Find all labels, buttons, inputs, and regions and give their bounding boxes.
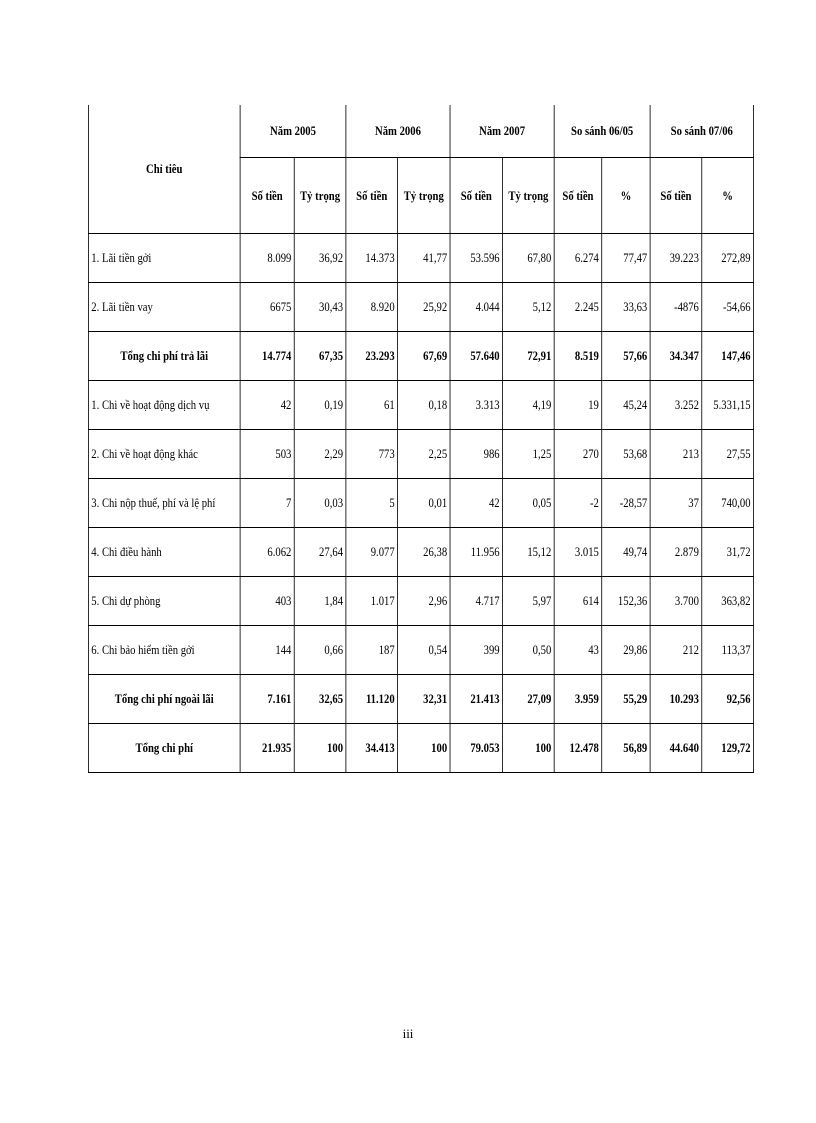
table-cell: 12.478: [554, 723, 602, 772]
table-cell: 0,18: [398, 380, 450, 429]
table-cell: 14.774: [240, 331, 294, 380]
table-cell: 21.413: [450, 674, 502, 723]
table-cell: 72,91: [503, 331, 555, 380]
row-label: Tổng chi phí ngoài lãi: [88, 674, 240, 723]
table-cell: 23.293: [346, 331, 398, 380]
row-label: 4. Chi điều hành: [88, 527, 240, 576]
table-row: [88, 380, 753, 429]
table-cell: 25,92: [398, 282, 450, 331]
table-cell: 37: [650, 478, 702, 527]
table-cell: 29,86: [602, 625, 650, 674]
table-cell: 147,46: [702, 331, 754, 380]
table-cell: 33,63: [602, 282, 650, 331]
table-cell: 30,43: [294, 282, 346, 331]
table-cell: 11.120: [346, 674, 398, 723]
table-cell: 5,12: [503, 282, 555, 331]
table-cell: 67,80: [503, 233, 555, 282]
table-row: [88, 478, 753, 527]
table-cell: 21.935: [240, 723, 294, 772]
table-cell: 0,01: [398, 478, 450, 527]
table-cell: 6.062: [240, 527, 294, 576]
row-label: Tổng chi phí trả lãi: [88, 331, 240, 380]
column-header: %: [702, 157, 754, 233]
table-cell: 53,68: [602, 429, 650, 478]
table-cell: -2: [554, 478, 602, 527]
table-cell: 2,96: [398, 576, 450, 625]
table-cell: 61: [346, 380, 398, 429]
column-header: Số tiền: [650, 157, 702, 233]
row-label: Tổng chi phí: [88, 723, 240, 772]
table-cell: 32,65: [294, 674, 346, 723]
table-cell: 363,82: [702, 576, 754, 625]
table-cell: 1.017: [346, 576, 398, 625]
row-label: 6. Chi bảo hiểm tiền gởi: [88, 625, 240, 674]
table-cell: 100: [294, 723, 346, 772]
table-cell: 3.015: [554, 527, 602, 576]
table-cell: 57.640: [450, 331, 502, 380]
table-cell: 614: [554, 576, 602, 625]
table-cell: 4.044: [450, 282, 502, 331]
column-header: Tỷ trọng: [398, 157, 450, 233]
table-cell: 4,19: [503, 380, 555, 429]
row-label: 5. Chi dự phòng: [88, 576, 240, 625]
table-cell: 399: [450, 625, 502, 674]
column-header: Số tiền: [554, 157, 602, 233]
table-cell: 34.347: [650, 331, 702, 380]
table-cell: 42: [240, 380, 294, 429]
table-cell: 3.313: [450, 380, 502, 429]
table-cell: 5: [346, 478, 398, 527]
table-cell: 79.053: [450, 723, 502, 772]
table-cell: 44.640: [650, 723, 702, 772]
table-cell: 213: [650, 429, 702, 478]
table-cell: 8.099: [240, 233, 294, 282]
page-number: iii: [402, 1026, 414, 1041]
table-cell: 67,35: [294, 331, 346, 380]
total-row: [88, 723, 753, 772]
table-cell: 14.373: [346, 233, 398, 282]
label-header: Chỉ tiêu: [88, 105, 240, 233]
table-cell: 15,12: [503, 527, 555, 576]
table-cell: 57,66: [602, 331, 650, 380]
table-cell: 986: [450, 429, 502, 478]
table-cell: -28,57: [602, 478, 650, 527]
group-header: Năm 2005: [240, 105, 346, 157]
row-label: 1. Lãi tiền gởi: [88, 233, 240, 282]
table-cell: 6.274: [554, 233, 602, 282]
table-cell: 5.331,15: [702, 380, 754, 429]
group-header: So sánh 07/06: [650, 105, 753, 157]
column-header: Tỷ trọng: [503, 157, 555, 233]
table-row: [88, 282, 753, 331]
table-cell: -54,66: [702, 282, 754, 331]
table-cell: 1,25: [503, 429, 555, 478]
cost-table: [88, 105, 754, 773]
total-row: [88, 674, 753, 723]
table-cell: 0,54: [398, 625, 450, 674]
table-cell: 27,64: [294, 527, 346, 576]
table-row: [88, 576, 753, 625]
table-row: [88, 233, 753, 282]
table-cell: 41,77: [398, 233, 450, 282]
table-cell: 55,29: [602, 674, 650, 723]
row-label: 2. Lãi tiền vay: [88, 282, 240, 331]
row-label: 2. Chi về hoạt động khác: [88, 429, 240, 478]
table-cell: 2,29: [294, 429, 346, 478]
table-cell: 49,74: [602, 527, 650, 576]
table-cell: 503: [240, 429, 294, 478]
column-header: Tỷ trọng: [294, 157, 346, 233]
group-header: Năm 2007: [450, 105, 554, 157]
table-cell: 270: [554, 429, 602, 478]
table-cell: 3.700: [650, 576, 702, 625]
table-cell: 2.879: [650, 527, 702, 576]
table-cell: 9.077: [346, 527, 398, 576]
table-cell: 4.717: [450, 576, 502, 625]
table-cell: 8.519: [554, 331, 602, 380]
table-cell: 6675: [240, 282, 294, 331]
table-cell: 144: [240, 625, 294, 674]
table-cell: 403: [240, 576, 294, 625]
table-cell: 212: [650, 625, 702, 674]
table-cell: 0,03: [294, 478, 346, 527]
table-cell: 39.223: [650, 233, 702, 282]
table-cell: 27,55: [702, 429, 754, 478]
table-cell: 1,84: [294, 576, 346, 625]
table-cell: 5,97: [503, 576, 555, 625]
table-row: [88, 527, 753, 576]
table-cell: 42: [450, 478, 502, 527]
table-cell: 53.596: [450, 233, 502, 282]
table-cell: 67,69: [398, 331, 450, 380]
group-header: Năm 2006: [346, 105, 450, 157]
table-cell: 26,38: [398, 527, 450, 576]
table-cell: 0,50: [503, 625, 555, 674]
total-row: [88, 331, 753, 380]
table-cell: 34.413: [346, 723, 398, 772]
column-header: %: [602, 157, 650, 233]
table-cell: 100: [503, 723, 555, 772]
table-cell: 740,00: [702, 478, 754, 527]
table-cell: 2,25: [398, 429, 450, 478]
table-cell: 32,31: [398, 674, 450, 723]
column-header: Số tiền: [346, 157, 398, 233]
table-cell: 45,24: [602, 380, 650, 429]
table-cell: 773: [346, 429, 398, 478]
table-row: [88, 625, 753, 674]
table-cell: 0,66: [294, 625, 346, 674]
column-header: Số tiền: [450, 157, 502, 233]
table-cell: 2.245: [554, 282, 602, 331]
table-cell: 272,89: [702, 233, 754, 282]
table-row: [88, 429, 753, 478]
table-cell: 11.956: [450, 527, 502, 576]
table-cell: 7: [240, 478, 294, 527]
table-cell: 187: [346, 625, 398, 674]
table-cell: 7.161: [240, 674, 294, 723]
table-cell: 56,89: [602, 723, 650, 772]
table-cell: 0,19: [294, 380, 346, 429]
table-cell: 36,92: [294, 233, 346, 282]
table-body: [88, 233, 753, 772]
table-cell: 3.252: [650, 380, 702, 429]
group-header: So sánh 06/05: [554, 105, 650, 157]
row-label: 1. Chi về hoạt động dịch vụ: [88, 380, 240, 429]
table-cell: 8.920: [346, 282, 398, 331]
table-cell: 92,56: [702, 674, 754, 723]
table-cell: 152,36: [602, 576, 650, 625]
table-cell: 27,09: [503, 674, 555, 723]
table-cell: 129,72: [702, 723, 754, 772]
header-row-groups: [88, 105, 753, 157]
table-cell: 19: [554, 380, 602, 429]
table-cell: 3.959: [554, 674, 602, 723]
table-cell: 113,37: [702, 625, 754, 674]
column-header: Số tiền: [240, 157, 294, 233]
table-cell: 10.293: [650, 674, 702, 723]
table-cell: 0,05: [503, 478, 555, 527]
table-cell: 43: [554, 625, 602, 674]
table-cell: 100: [398, 723, 450, 772]
table-cell: 77,47: [602, 233, 650, 282]
row-label: 3. Chi nộp thuế, phí và lệ phí: [88, 478, 240, 527]
table-cell: -4876: [650, 282, 702, 331]
table-cell: 31,72: [702, 527, 754, 576]
